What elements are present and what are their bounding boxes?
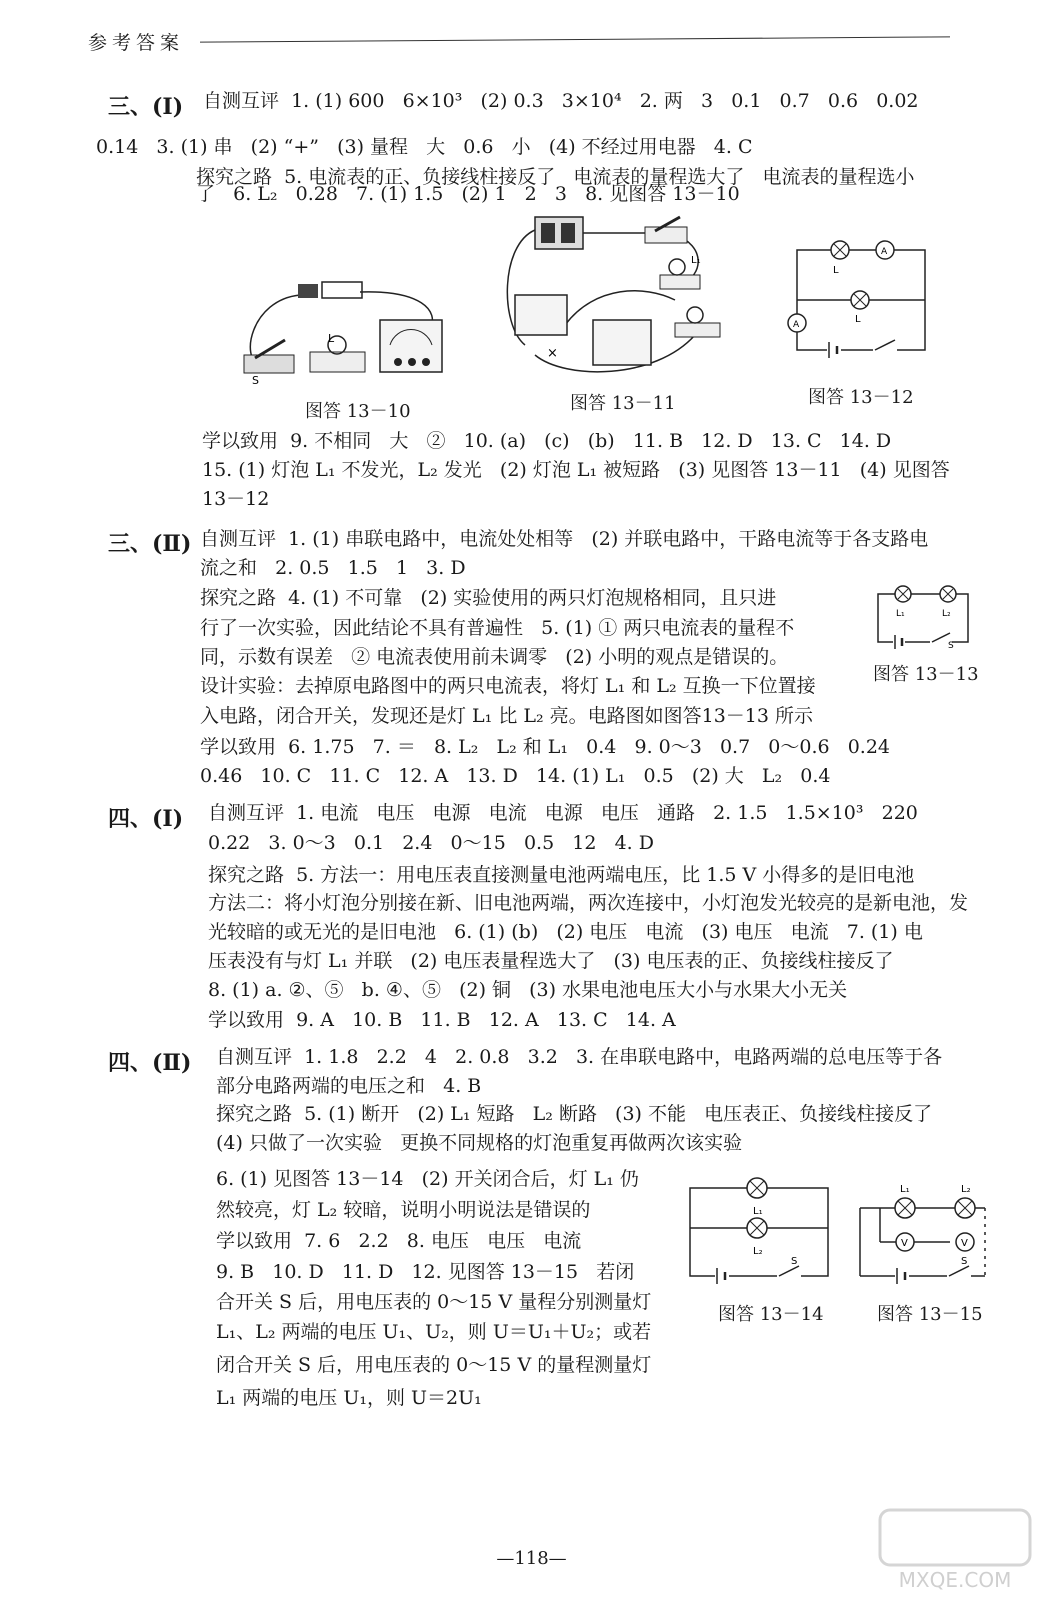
figure-label: V — [901, 1238, 908, 1249]
section-label: 四、(Ⅱ) — [108, 1050, 192, 1076]
watermark-logo — [870, 1505, 1045, 1595]
figure-13-14 — [685, 1172, 835, 1287]
figure-label: L₁ — [691, 255, 701, 266]
figure-label: L₁ — [753, 1206, 763, 1217]
figure-label: S — [252, 374, 259, 387]
answer-line: 行了一次实验，因此结论不具有普遍性 5. (1) ① 两只电流表的量程不 — [200, 617, 795, 639]
answer-line: L₁、L₂ 两端的电压 U₁、U₂，则 U＝U₁＋U₂；或若 — [216, 1321, 652, 1343]
figure-caption: 图答 13－14 — [718, 1304, 824, 1325]
answer-line: 探究之路 5. (1) 断开 (2) L₁ 短路 L₂ 断路 (3) 不能 电压表正、负接线柱接反了 — [216, 1103, 933, 1125]
answer-line: 设计实验：去掉原电路图中的两只电流表，将灯 L₁ 和 L₂ 互换一下位置接 — [200, 675, 816, 697]
section-label: 四、(Ⅰ) — [108, 806, 184, 832]
figure-label: L — [833, 265, 839, 276]
watermark-text: MXQE.COM — [898, 1568, 1012, 1592]
answer-line: 自测互评 1. (1) 串联电路中，电流处处相等 (2) 并联电路中，干路电流等于各支路电 — [200, 528, 929, 550]
answer-line: 合开关 S 后，用电压表的 0～15 V 量程分别测量灯 — [216, 1291, 652, 1313]
figure-label: L — [328, 332, 335, 345]
figure-caption: 图答 13－12 — [808, 387, 914, 408]
answer-line: 入电路，闭合开关，发现还是灯 L₁ 比 L₂ 亮。电路图如图答13－13 所示 — [200, 705, 814, 727]
answer-line: 15. (1) 灯泡 L₁ 不发光，L₂ 发光 (2) 灯泡 L₁ 被短路 (3) 见图答 13－11 (4) 见图答 — [202, 459, 950, 481]
answer-line: 流之和 2. 0.5 1.5 1 3. D — [200, 557, 466, 579]
answer-line: 学以致用 7. 6 2.2 8. 电压 电压 电流 — [216, 1230, 582, 1252]
answer-line: 13－12 — [202, 488, 270, 510]
figure-label: S — [948, 641, 954, 650]
answer-line: 部分电路两端的电压之和 4. B — [216, 1075, 482, 1097]
answer-line: 同，示数有误差 ② 电流表使用前未调零 (2) 小明的观点是错误的。 — [200, 646, 789, 668]
answer-line: L₁ 两端的电压 U₁，则 U＝2U₁ — [216, 1387, 482, 1409]
answer-line: 探究之路 5. 方法一：用电压表直接测量电池两端电压，比 1.5 V 小得多的是旧电池 — [208, 864, 915, 886]
figure-caption: 图答 13－15 — [877, 1304, 983, 1325]
figure-13-13 — [868, 582, 978, 650]
figure-label: L₁ — [896, 609, 905, 619]
figure-label: × — [547, 346, 558, 361]
answer-line: 9. B 10. D 11. D 12. 见图答 13－15 若闭 — [216, 1261, 635, 1283]
section-label: 三、(Ⅰ) — [108, 94, 184, 120]
answer-line: 学以致用 9. A 10. B 11. B 12. A 13. C 14. A — [208, 1009, 676, 1031]
figure-label: S — [791, 1256, 798, 1267]
answer-line: 0.46 10. C 11. C 12. A 13. D 14. (1) L₁ 0.5 (2) 大 L₂ 0.4 — [200, 765, 831, 787]
answer-line: 然较亮，灯 L₂ 较暗，说明小明说法是错误的 — [216, 1199, 591, 1221]
answer-line: 自测互评 1. 电流 电压 电源 电流 电源 电压 通路 2. 1.5 1.5×10³ 220 — [208, 802, 918, 824]
figure-caption: 图答 13－10 — [305, 401, 411, 422]
answer-line: 探究之路 4. (1) 不可靠 (2) 实验使用的两只灯泡规格相同，且只进 — [200, 587, 777, 609]
answer-line: 自测互评 1. 1.8 2.2 4 2. 0.8 3.2 3. 在串联电路中，电路两端的总电压等于各 — [216, 1046, 943, 1068]
answer-line: 0.22 3. 0～3 0.1 2.4 0～15 0.5 12 4. D — [208, 832, 654, 854]
answer-line: (4) 只做了一次实验 更换不同规格的灯泡重复再做两次该实验 — [216, 1132, 743, 1154]
figure-label: L₁ — [900, 1184, 910, 1195]
answer-line: 学以致用 9. 不相同 大 ② 10. (a) (c) (b) 11. B 12. D 13. C 14. D — [202, 430, 892, 452]
answer-line: 方法二：将小灯泡分别接在新、旧电池两端，两次连接中，小灯泡发光较亮的是新电池，发 — [208, 892, 969, 914]
answer-line: 6. (1) 见图答 13－14 (2) 开关闭合后，灯 L₁ 仍 — [216, 1168, 639, 1190]
figure-label: S — [961, 1256, 968, 1267]
figure-13-11 — [505, 205, 730, 385]
figure-label: L — [855, 314, 861, 325]
answer-line: 8. (1) a. ②、⑤ b. ④、⑤ (2) 铜 (3) 水果电池电压大小与水果大小无关 — [208, 979, 848, 1001]
figure-label: A — [881, 247, 888, 257]
figure-caption: 图答 13－11 — [570, 393, 676, 414]
answer-line: 0.14 3. (1) 串 (2) “+” (3) 量程 大 0.6 小 (4) 不经过用电器 4. C — [96, 136, 753, 158]
figure-label: A — [793, 320, 800, 330]
answer-line: 压表没有与灯 L₁ 并联 (2) 电压表量程选大了 (3) 电压表的正、负接线柱接反了 — [208, 950, 894, 972]
answer-line: 闭合开关 S 后，用电压表的 0～15 V 的量程测量灯 — [216, 1354, 652, 1376]
page-number: —118— — [496, 1548, 567, 1569]
figure-label: L₂ — [961, 1184, 971, 1195]
figure-13-12 — [785, 238, 935, 358]
answer-line: 探究之路 5. 电流表的正、负接线柱接反了 电流表的量程选大了 电流表的量程选小 — [196, 166, 915, 188]
section-label: 三、(Ⅱ) — [108, 531, 192, 557]
figure-label: L₂ — [942, 609, 951, 619]
figure-13-15 — [855, 1172, 1005, 1287]
answer-line: 自测互评 1. (1) 600 6×10³ (2) 0.3 3×10⁴ 2. 两 3 0.1 0.7 0.6 0.02 — [203, 90, 919, 112]
figure-label: L₂ — [753, 1246, 763, 1257]
figure-caption: 图答 13－13 — [873, 664, 979, 685]
figure-13-10 — [240, 270, 460, 390]
answer-line: 学以致用 6. 1.75 7. ＝ 8. L₂ L₂ 和 L₁ 0.4 9. 0～3 0.7 0～0.6 0.24 — [200, 736, 891, 758]
page-header-title: 参考答案 — [88, 32, 185, 54]
answer-line: 光较暗的或无光的是旧电池 6. (1) (b) (2) 电压 电流 (3) 电压 电流 7. (1) 电 — [208, 921, 923, 943]
answer-line: 了 6. L₂ 0.28 7. (1) 1.5 (2) 1 2 3 8. 见图答 13－10 — [196, 183, 740, 205]
header-rule — [200, 36, 950, 42]
figure-label: V — [961, 1238, 968, 1249]
